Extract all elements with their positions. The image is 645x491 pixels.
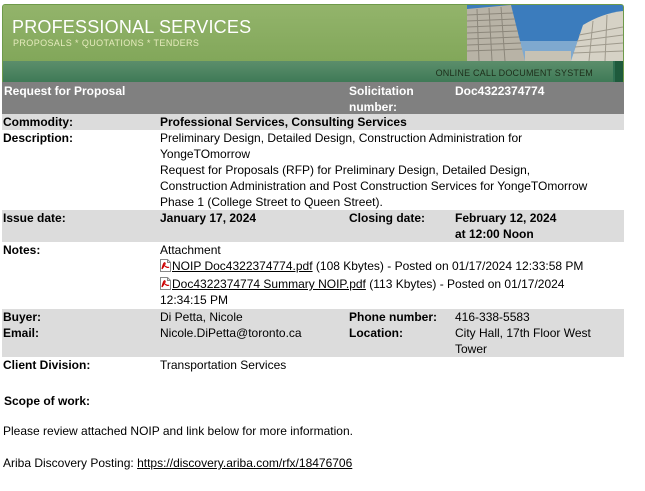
location-line: Tower <box>455 342 488 356</box>
location-label: Location: <box>349 326 403 340</box>
solicitation-number-value: Doc4322374774 <box>455 84 545 98</box>
notes-label: Notes: <box>3 243 41 257</box>
rfp-header-row <box>2 82 624 114</box>
pdf-file-icon <box>160 259 171 272</box>
ariba-discovery-link[interactable]: https://discovery.ariba.com/rfx/18476706 <box>137 456 353 470</box>
banner-strip-panel <box>3 61 613 82</box>
attachment-info-continued: 12:34:15 PM <box>160 293 229 307</box>
description-value <box>160 130 587 210</box>
banner-system-strip <box>3 61 623 82</box>
banner-tagline: PROPOSALS * QUOTATIONS * TENDERS <box>13 38 200 48</box>
issue-date-value: January 17, 2024 <box>160 211 257 225</box>
closing-time-line: at 12:00 Noon <box>455 227 534 241</box>
email-label: Email: <box>3 326 40 340</box>
attachment-item <box>160 258 624 274</box>
email-value: Nicole.DiPetta@toronto.ca <box>160 326 302 340</box>
client-division-row <box>2 357 624 373</box>
commodity-value: Professional Services, Consulting Services <box>160 115 407 129</box>
location-line: City Hall, 17th Floor West <box>455 326 591 340</box>
attachment-heading: Attachment <box>160 243 221 257</box>
attachment-item <box>160 276 624 292</box>
notes-value <box>160 242 624 308</box>
description-label: Description: <box>3 131 74 145</box>
client-division-label: Client Division: <box>3 358 91 372</box>
ariba-posting <box>3 455 352 471</box>
solicitation-number-label: Solicitation number: <box>349 84 414 114</box>
description-line: Phase 1 (College Street to Queen Street). <box>160 195 383 209</box>
city-hall-towers-image <box>467 5 623 61</box>
pdf-file-icon <box>160 277 171 290</box>
attachment-info: (108 Kbytes) - Posted on 01/17/2024 12:33:58 PM <box>312 259 584 273</box>
description-line: Preliminary Design, Detailed Design, Construction Administration for <box>160 131 523 145</box>
ariba-label: Ariba Discovery Posting: <box>3 456 138 470</box>
banner-title-panel <box>3 5 467 61</box>
description-line: Request for Proposals (RFP) for Preliminary Design, Detailed Design, <box>160 163 531 177</box>
location-value <box>455 325 591 357</box>
attachment-link-noip[interactable]: NOIP Doc4322374774.pdf <box>172 259 313 273</box>
phone-value: 416-338-5583 <box>455 310 530 324</box>
description-line: Construction Administration and Post Construction Services for YongeTOmorrow <box>160 179 588 193</box>
rfp-type-label: Request for Proposal <box>4 84 126 98</box>
commodity-label: Commodity: <box>3 115 73 129</box>
city-hall-photo <box>467 5 623 61</box>
attachment-info: (113 Kbytes) - Posted on 01/17/2024 <box>365 277 565 291</box>
closing-date-value <box>455 210 556 242</box>
dates-row <box>2 210 624 242</box>
closing-date-label: Closing date: <box>349 211 426 225</box>
banner-strip-end <box>615 61 623 82</box>
page-banner <box>2 4 624 83</box>
notes-row <box>2 242 624 308</box>
scope-heading: Scope of work: <box>4 394 91 408</box>
description-line: YongeTOmorrow <box>160 147 251 161</box>
phone-label: Phone number: <box>349 310 438 324</box>
description-row <box>2 130 624 210</box>
client-division-value: Transportation Services <box>160 358 287 372</box>
issue-date-label: Issue date: <box>3 211 66 225</box>
system-name: ONLINE CALL DOCUMENT SYSTEM <box>435 68 593 78</box>
attachment-link-summary-noip[interactable]: Doc4322374774 Summary NOIP.pdf <box>172 277 366 291</box>
commodity-row <box>2 114 624 130</box>
banner-title: PROFESSIONAL SERVICES <box>12 17 252 37</box>
buyer-contact-block <box>2 309 624 357</box>
buyer-value: Di Petta, Nicole <box>160 310 243 324</box>
buyer-label: Buyer: <box>3 310 42 324</box>
scope-text: Please review attached NOIP and link below for more information. <box>3 424 353 438</box>
closing-date-line: February 12, 2024 <box>455 211 557 225</box>
